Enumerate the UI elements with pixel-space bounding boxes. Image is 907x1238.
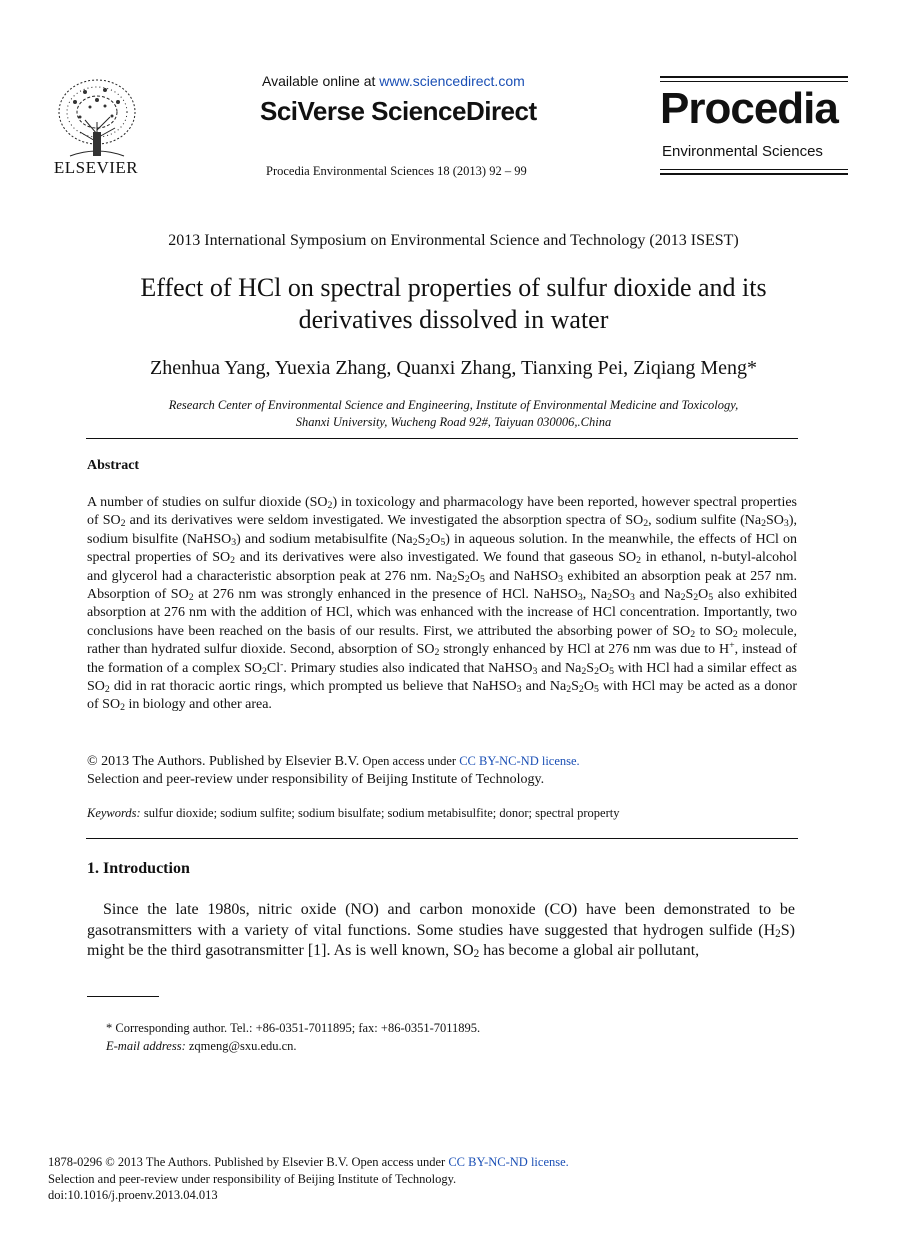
affiliation-line-1: Research Center of Environmental Science and Engineering, Institute of Environmental Medicine and Toxicology,: [168, 398, 739, 412]
copyright-line: [87, 752, 580, 771]
doi: doi:10.1016/j.proenv.2013.04.013: [48, 1188, 218, 1202]
introduction-text: Since the late 1980s, nitric oxide (NO) and carbon monoxide (CO) have been demonstrated to be gasotransmitters with a variety of vital functions. Some studies have suggested that hydrogen sulfide $(H_2S)$ might be the third gasotransmitter [1]. As is well known, $SO_2$ has become a global air pollutant,: [87, 901, 795, 960]
issn-text: 1878-0296 © 2013 The Authors. Published by Elsevier B.V. Open access under: [48, 1155, 449, 1169]
sciverse-sciencedirect-wordmark: SciVerse ScienceDirect: [260, 96, 537, 126]
abstract-text: A number of studies on sulfur dioxide $(SO_2)$ in toxicology and pharmacology have been reported, however spectral properties of $SO_2$ and its derivatives were seldom investigated. We investigated the absorption spectra of $SO_2$, sodium sulfite $(Na_2SO_3)$, sodium bisulfite (NaHSO$_3$) and sodium metabisulfite $(Na_2S_2O_5)$ in aqueous solution. In the meanwhile, the effects of HCl on spectral properties of $SO_2$ and its derivatives were also investigated. We found that gaseous $SO_2$ in ethanol, n-butyl-alcohol and glycerol had a characteristic absorption peak at 276 nm. $Na_2S_2O_5$ and NaHSO$_3$ exhibited an absorption peak at 257 nm. Absorption of $SO_2$ at 276 nm was strongly enhanced in the presence of HCl. NaHSO$_3$, $Na_2SO_3$ and $Na_2S_2O_5$ also exhibited absorption at 276 nm with the addition of HCl, which was enhanced with the increase of HCl concentration. Importantly, two conclusions have been reached on the basis of our results. First, we attributed the absorbing power of $SO_2$ to $SO_2$ molecule, rather than hydrated sulfur dioxide. Second, absorption of $SO_2$ strongly enhanced by HCl at 276 nm was due to H+, instead of the formation of a complex $SO_2Cl^-$. Primary studies also indicated that NaHSO$_3$ and $Na_2S_2O_5$ with HCl had a similar effect as $SO_2$ did in rat thoracic aortic rings, which prompted us believe that NaHSO$_3$ and $Na_2S_2O_5$ with HCl may be acted as a donor of $SO_2$ in biology and other area.: [87, 495, 798, 714]
available-prefix: Available online at: [262, 73, 380, 89]
procedia-rule-top-2: [660, 81, 848, 82]
keywords-line: [87, 806, 619, 821]
peer-review-line: Selection and peer-review under responsibility of Beijing Institute of Technology.: [87, 772, 545, 787]
elsevier-wordmark: ELSEVIER: [53, 158, 139, 177]
procedia-logo-subtitle: Environmental Sciences: [662, 143, 823, 160]
copyright-block: [87, 752, 580, 789]
abstract-heading: Abstract: [87, 458, 140, 473]
conference-name: 2013 International Symposium on Environmental Science and Technology (2013 ISEST): [168, 232, 739, 249]
journal-reference: Procedia Environmental Sciences 18 (2013) 92 – 99: [266, 164, 527, 178]
affiliation-line-2: Shanxi University, Wucheng Road 92#, Taiyuan 030006,.China: [295, 415, 612, 429]
procedia-rule-bottom-2: [660, 173, 848, 175]
paper-title-line-2: derivatives dissolved in water: [298, 305, 609, 334]
affiliation: [0, 397, 907, 431]
license-link[interactable]: CC BY-NC-ND license.: [459, 754, 580, 768]
footnote: [106, 1019, 480, 1055]
corresponding-author: * Corresponding author. Tel.: +86-0351-7011895; fax: +86-0351-7011895.: [106, 1021, 481, 1035]
bottom-peer-review: Selection and peer-review under responsibility of Beijing Institute of Technology.: [48, 1171, 457, 1186]
copyright-text: © 2013 The Authors. Published by Elsevier B.V.: [87, 754, 360, 769]
email-line: [106, 1037, 480, 1055]
email-address: zqmeng@sxu.edu.cn.: [185, 1039, 297, 1053]
sciencedirect-link[interactable]: www.sciencedirect.com: [379, 73, 525, 89]
email-label: E-mail address:: [106, 1039, 186, 1053]
bottom-matter: [48, 1154, 569, 1204]
procedia-logo-title: Procedia: [660, 84, 838, 133]
footnote-rule: [87, 996, 159, 997]
abstract-divider: [86, 838, 798, 839]
issn-line: [48, 1154, 569, 1171]
paper-title-line-1: Effect of HCl on spectral properties of sulfur dioxide and its: [140, 273, 767, 302]
header-divider: [86, 438, 798, 439]
procedia-rule-top-1: [660, 76, 848, 78]
paper-title: [60, 272, 847, 336]
bottom-license-link[interactable]: CC BY-NC-ND license.: [448, 1155, 569, 1169]
keywords-text: sulfur dioxide; sodium sulfite; sodium bisulfate; sodium metabisulfite; donor; spectral property: [140, 806, 620, 820]
open-access-text: Open access under: [359, 754, 460, 768]
available-online-line: [262, 73, 525, 89]
procedia-rule-bottom-1: [660, 169, 848, 170]
keywords-label: Keywords:: [87, 806, 141, 820]
author-list: Zhenhua Yang, Yuexia Zhang, Quanxi Zhang, Tianxing Pei, Ziqiang Meng*: [150, 357, 757, 379]
introduction-heading: 1. Introduction: [87, 860, 190, 877]
